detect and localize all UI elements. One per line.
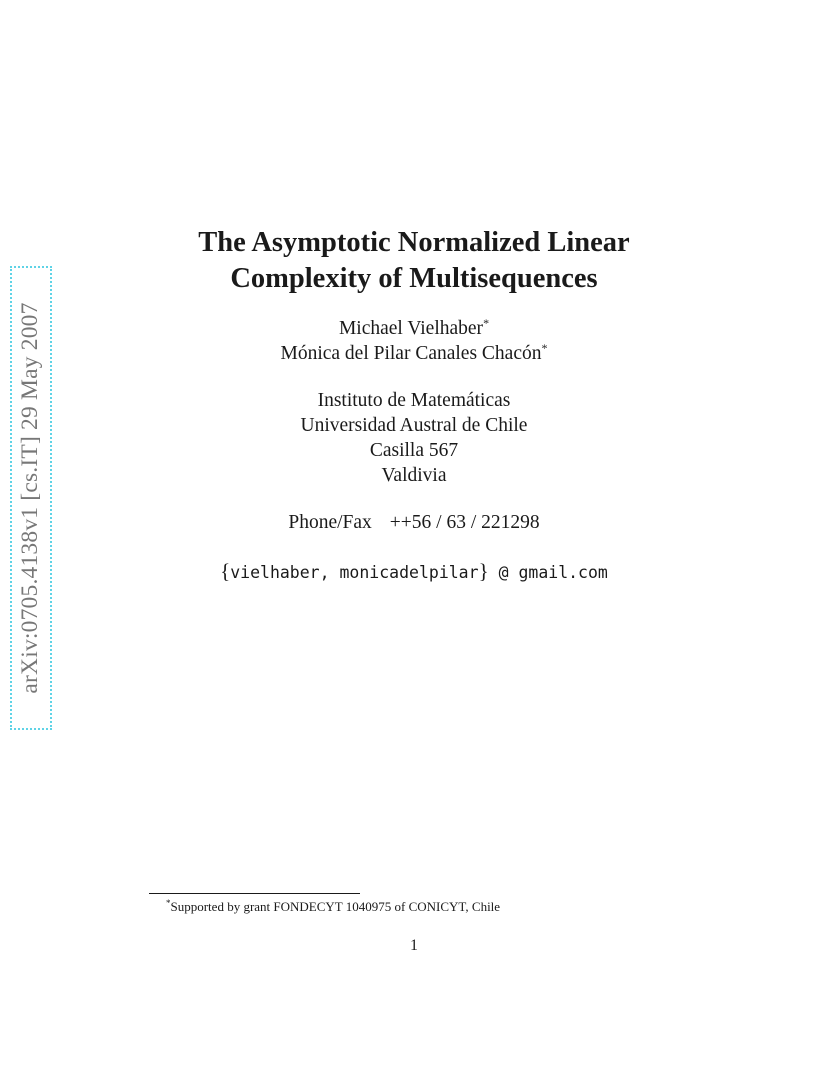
affiliation bbox=[0, 388, 828, 488]
title-line-2: Complexity of Multisequences bbox=[230, 263, 598, 294]
title-line-1: The Asymptotic Normalized Linear bbox=[198, 227, 630, 258]
email-domain: @ gmail.com bbox=[488, 563, 608, 582]
phone-fax bbox=[0, 510, 828, 535]
author-2-footnote-mark: * bbox=[541, 341, 548, 355]
footnote-text: Supported by grant FONDECYT 1040975 of CONICYT, Chile bbox=[170, 899, 501, 914]
author-2-name: Mónica del Pilar Canales Chacón bbox=[280, 343, 542, 364]
paper-title bbox=[0, 225, 828, 297]
affiliation-line-1: Instituto de Matemáticas bbox=[317, 390, 511, 411]
arxiv-identifier-text: arXiv:0705.4138v1 [cs.IT] 29 May 2007 bbox=[17, 302, 43, 694]
phone-label: Phone/Fax bbox=[288, 512, 372, 533]
author-1-footnote-mark: * bbox=[483, 316, 490, 330]
page-number: 1 bbox=[410, 937, 418, 954]
email-address bbox=[0, 559, 828, 585]
email-close-brace: } bbox=[478, 559, 489, 583]
phone-number: ++56 / 63 / 221298 bbox=[389, 512, 540, 533]
footnote bbox=[166, 898, 500, 916]
affiliation-line-3: Casilla 567 bbox=[369, 440, 459, 461]
author-1 bbox=[0, 316, 828, 341]
author-1-name: Michael Vielhaber bbox=[338, 318, 484, 339]
author-2 bbox=[0, 341, 828, 366]
email-users: vielhaber, monicadelpilar bbox=[230, 563, 479, 582]
author-list bbox=[0, 316, 828, 366]
affiliation-line-2: Universidad Austral de Chile bbox=[300, 415, 528, 436]
email-open-brace: { bbox=[220, 559, 231, 583]
footnote-mark: * bbox=[166, 898, 171, 908]
affiliation-line-4: Valdivia bbox=[381, 465, 447, 486]
footnote-rule bbox=[149, 893, 360, 894]
